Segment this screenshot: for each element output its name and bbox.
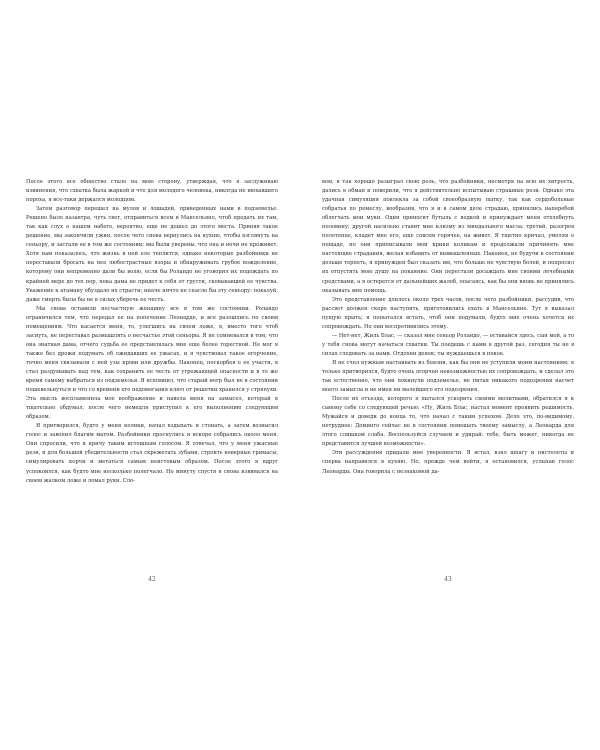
paragraph: Эти рассуждения придали мне уверенности. Я встал, взял шпагу и пистолеты и сперва направился в кухню. Но, прежде чем войти, я остановился, услыхав голос Леонарды. Она говорила с незнакомой да- [322, 450, 574, 475]
left-page-body [26, 178, 278, 486]
right-page-number: 43 [444, 576, 452, 583]
paragraph: вом, я так хорошо разыграл свою роль, что разбойники, несмотря на всю их хитрость, дались в обман и поверили, что я действительно испытываю страшные рези. Однако эта удачная симуляция повлекла за собой своеобразную пытку, так как сердобольные собратья по ремеслу, вообразив, что я и в самом деле страдаю, принялись наперебой облегчать мои муки. Один приносит бутыль с водкой и принуждает меня отхлебнуть половину; другой насильно ставит мне клизму из миндального масла; третий, разогрев полотенце, кладет мне его, еще совсем горячее, на живот. Я тщетно кричал, умоляя о пощаде, но они приписывали мои крики коликам и продолжали причинять мне настоящие страдания, желая избавить от вымышленных. Наконец, не будучи в состоянии дольше терпеть, я принужден был сказать им, что больше не чувствую болей, и попросил их отпустить мою душу на покаяние. Они перестали досаждать мне своими лечебными средствами, а я остерегся от дальнейших жалоб, опасаясь, как бы они вновь не принялись оказывать мне помощь. [322, 179, 574, 294]
paragraph: Я притворился, будто у меня колики, начал вздыхать и стонать, а затем возвысил голос и завопил благим матом. Разбойники проснулись и вскоре собрались около меня. Они спросили, что я кричу таким истошным голосом. Я отвечал, что у меня ужасные рези, и для большей убедительности стал скрежетать зубами, строить неверные гримасы, симулировать корчи и метаться самым неистовым образом. После этого я вдруг успокоился, как будто мне несколько полегчало. Но минуту спустя я снова извивался на своем жалком ложе и ломал руки. Сло- [26, 423, 278, 484]
paragraph: После их отъезда, которого я пытался ускорить своими молитвами, обратился я к самому себе со следующей речью: «Ну, Жиль Блас, настал момент проявить решимость. Мужайся и доведи до конца то, что начал с таким успехом. Дело это, по-видимому, нетрудное: Доминго сейчас не в состоянии помешать твоему замыслу, а Леонарда для этого слишком слаба. Воспользуйся случаем и удирай: тебе, быть может, никогда не представится лучшей возможности». [322, 396, 574, 448]
paragraph: Я не счел нужным настаивать из боязни, как бы они не уступили моим настояниям; я только притворился, будто очень огорчен невозможностью их сопровождать, и сделал это так естественно, что они покинули подземелье, не питая никакого подозрения насчет моего замысла и не имея ни малейшего его подозрения. [322, 359, 574, 394]
right-page-body [322, 178, 574, 477]
paragraph: Это представление длилось около трех часов, после чего разбойники, рассудив, что рассвет должен скоро наступить, приготовились ехать в Мансельяно. Тут я выказал пущую прыть; я попытался встать, чтоб они подумали, будто мне очень хочется их сопровождать. Но они воспротивились этому. [322, 296, 574, 330]
paragraph: Затем разговор перешел на мулов и лошадей, приведенных нами в подземелье. Решено было назавтра, чуть свет, отправиться всем в Мансельяно, чтоб продать их там, так как слух о нашем набеге, вероятно, еще не дошел до этого места. Приняв такое решение, мы закончили ужин, после чего снова вернулись на кухню, чтобы взглянуть на сеньору, и застали ее в том же состоянии; мы были уверены, что она и ночи не проживет. Хотя нам показалось, что жизнь в ней еле теплится, однако некоторые разбойники не переставали бросать на нее любострастные взоры и обнаруживать грубое вожделение, которому они непременно дали бы волю, если бы Роландо не уговорил их подождать по крайней мере до тех пор, пока дама не придет в себя от грусти, сковывавшей ее чувства. Уважение к атаману обуздало их страсти; иначе ничто не спасло бы эту сеньору: покалуй, даже смерть была бы не в силах уберечь ее честь. [26, 206, 278, 303]
paragraph: После этого все общество стало на мою сторону, утверждая, что я заслуживаю извинения, что схватка была жаркой и что для молодого человека, никогда не нюхавшего пороха, я все-таки держался молодцом. [26, 179, 278, 204]
paragraph: — Нет-нет, Жиль Блас, — сказал мне сеньор Роландо, — оставайся здесь, сын мой, а то у тебя снова могут начаться схватки. Ты поедешь с нами в другой раз, сегодня ты не в силах следовать за нами. Отдохни денек; ты нуждаешься в покое. [322, 332, 574, 357]
paragraph: Мы снова оставили несчастную женщину все в том же состоянии. Роландо ограничился тем, что передал ее на попечение Леонарде, и все разошлись по своим помещениям. Что касается меня, то, улегшись на своем ложе, я, вместо того чтоб заснуть, не переставал размышлять о несчастье этой сеньоры. Я не сомневался в том, что она знатная дама, отчего судьба ее представлялась мне еще более горестной. Не мог я также без дрожи подумать об ожидавших ее ужасах, и я чувствовал такое огорчение, точно меня связывали с ней узы крови или дружбы. Наконец, поскорбев о ее участи, я стал раздумывать над тем, как сохранить ее честь от угрожающей опасности и в то же время самому выбраться из подземелья. Я вспомнил, что старый негр был не в состоянии пошевельнуться и что со времени его недомогания ключ от решетки хранился у стряпухи. Эта мысль воспламенила мое воображение и навела меня на замысел, который я тщательно обдумал, после чего немедля приступил к его выполнению следующим образом. [26, 305, 278, 421]
left-page-number: 42 [148, 576, 156, 583]
